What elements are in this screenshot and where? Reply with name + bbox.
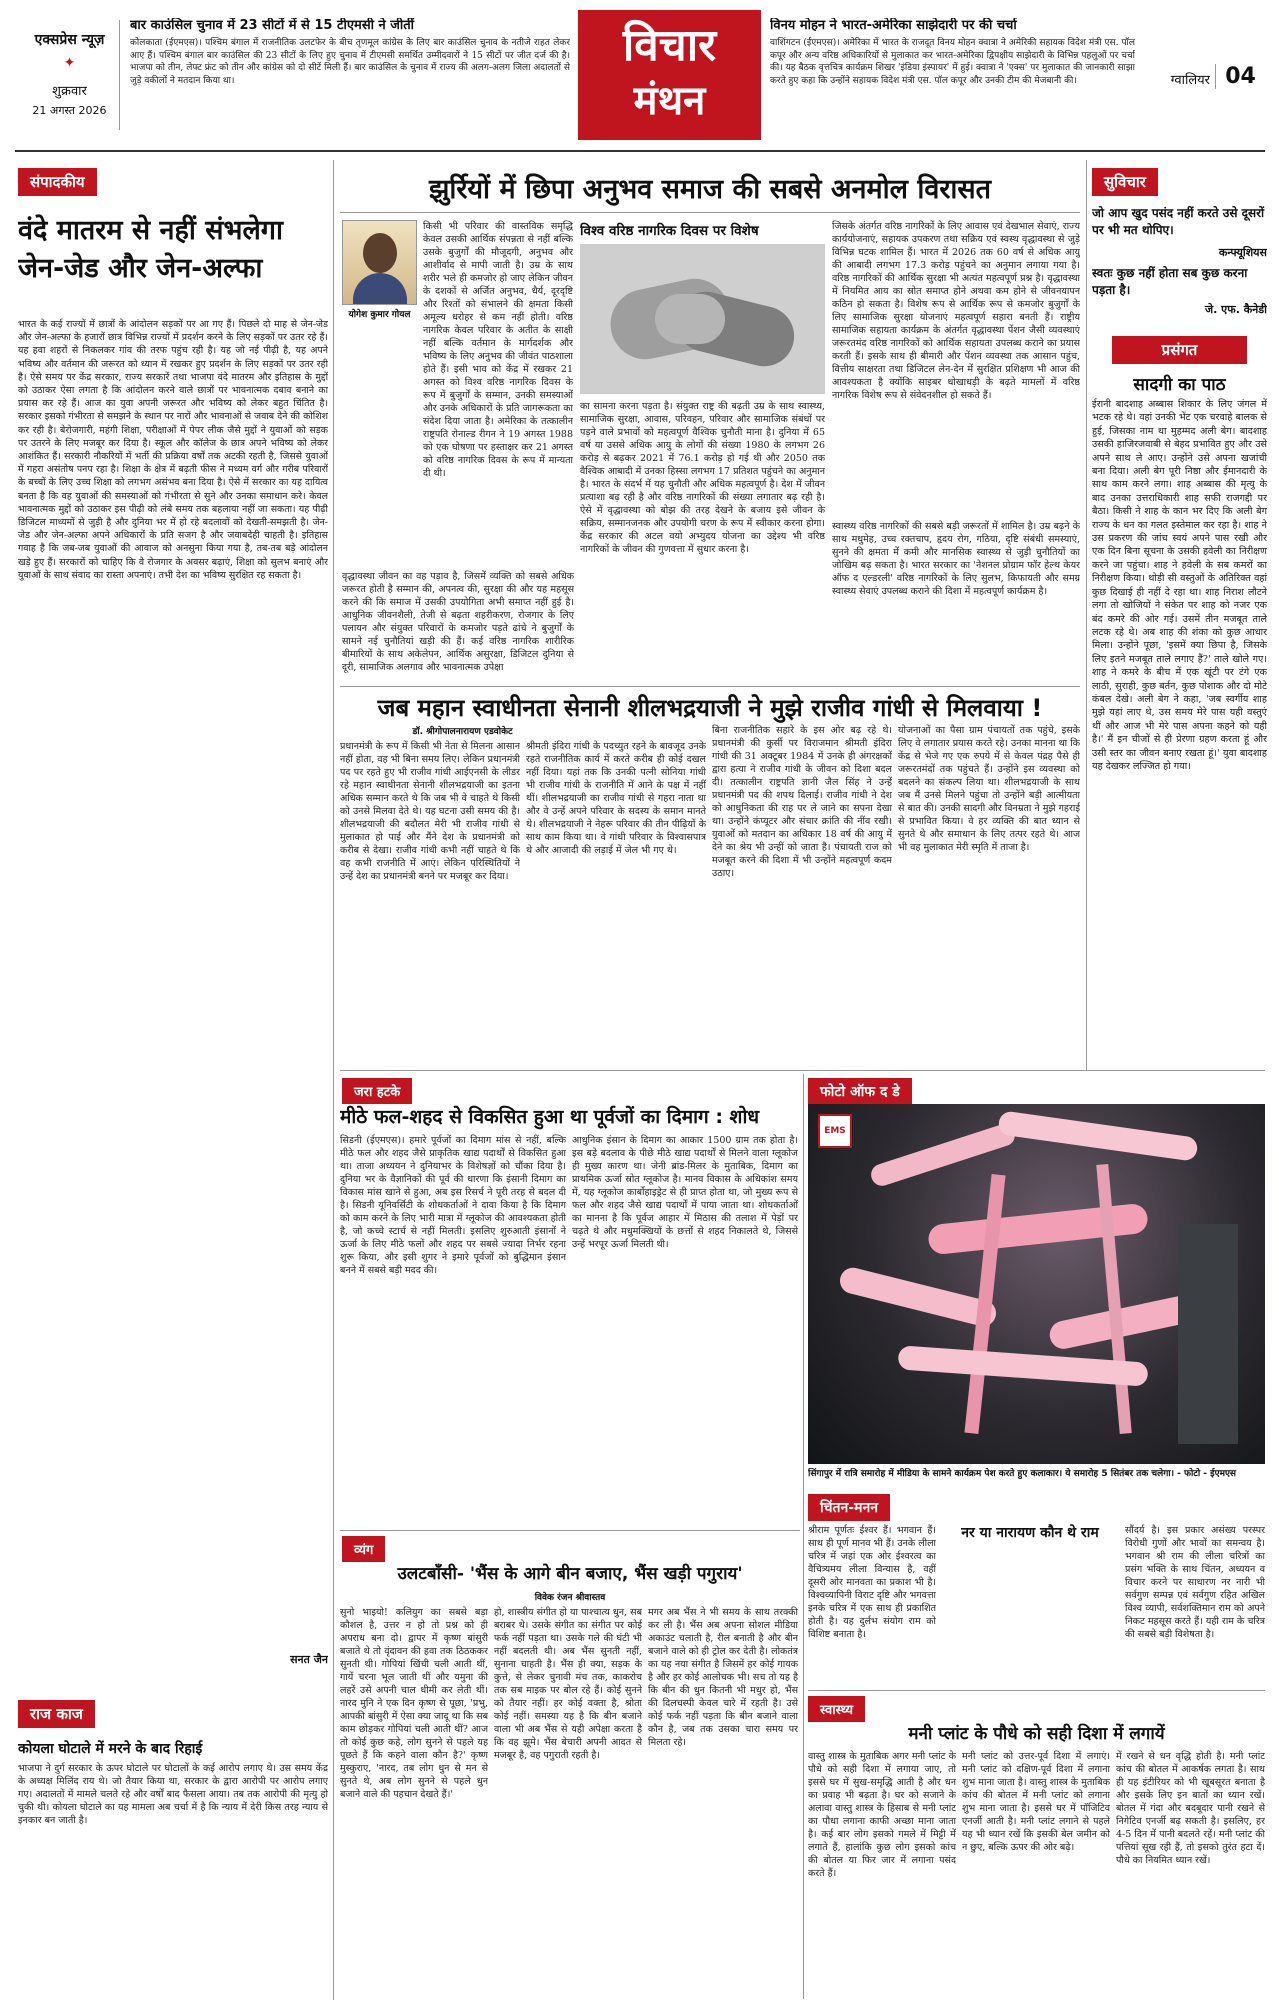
editorial-tag: संपादकीय [18, 168, 97, 196]
chintan-tag: चिंतन-मनन [808, 1494, 890, 1521]
vyang-col1: सुनो भाइयो! कलियुग का सबसे बड़ा कौशल है, उत्तर न हो तो प्रश्न को ही अपराध बना दो। द्वापर में कृष्ण बांसुरी बजाते थे तो वृंदावन की हवा तक ठिठककर सुनती थी। गोपियां खिंची चली आती थीं, गायें चरना भूल जाती थीं और यमुना की लहरें उसे अपनी चाल धीमी कर लेती थीं। नारद मुनि ने एक दिन कृष्ण से पूछा, 'प्रभु, आपकी बांसुरी में ऐसा क्या जादू था कि सब काम छोड़कर गोपियां चली आती थीं? आज तो कोई कुछ कहे, लोग सुनने से पहले यह पूछते हैं कि कहने वाला कौन है?' कृष्ण मुस्कुराए, 'नारद, तब लोग धुन से मन से सुनते थे, अब लोग सुनने से पहले धुन बजाने वाले की पहचान देखते हैं।' [340, 1607, 488, 1800]
masthead [0, 0, 1279, 150]
issue-day: शुक्रवार [52, 84, 87, 99]
main-article-kicker: विश्व वरिष्ठ नागरिक दिवस पर विशेष [580, 223, 759, 239]
right-brief [770, 18, 1135, 138]
suvichar-quote-1: जो आप खुद पसंद नहीं करते उसे दूसरों पर भी मत थोपिए। [1092, 206, 1265, 237]
photo-watermark-badge [818, 1114, 852, 1148]
main-article-bottom-rule [340, 686, 1080, 687]
rajkaj-headline: कोयला घोटाले में मरने के बाद रिहाई [18, 1741, 203, 1757]
section-title-box [578, 10, 761, 140]
author-avatar-icon [363, 233, 397, 273]
interview-col3: बिना राजनीतिक सहारे के इस ओर बढ़ रहे थे। प्रधानमंत्री की कुर्सी पर विराजमान श्रीमती इंदिरा गांधी की 31 अक्टूबर 1984 में उनके ही अंगरक्षकों द्वारा हत्या ने राजीव गांधी के जीवन को दिशा बदल दी। तत्कालीन राष्ट्रपति ज्ञानी जैल सिंह ने उन्हें प्रधानमंत्री पद की शपथ दिलाई। राजीव गांधी ने देश को आधुनिकता की राह पर ले जाने का सपना देखा था। उन्होंने कंप्यूटर और संचार क्रांति की नींव रखी। युवाओं को मतदान का अधिकार 18 वर्ष की आयु में देने का श्रेय भी उन्हीं को जाता है। पंचायती राज को मजबूत करने की दिशा में भी उन्होंने महत्वपूर्ण कदम उठाए। [712, 725, 892, 879]
chintan-col1: श्रीराम पूर्णतः ईश्वर हैं। भगवान हैं। साथ ही पूर्ण मानव भी हैं। उनके लीला चरित्र में जहां एक ओर ईश्वरत्व का वैचित्र्यमय लीला विन्यास है, वहीं दूसरी ओर मानवता का प्रकाश भी है। विश्वव्यापिनी विराट दृष्टि और भगवत्ता इनके चरित्र में एक साथ ही प्रकाशित होती है। यह दुर्लभ संयोग राम को विशिष्ट बनाता है। [808, 1525, 936, 1640]
vyang-col2: हो, शास्त्रीय संगीत हो या पाश्चात्य धुन, सब बराबर थे। उसके संगीत का संगीत पर कोई फर्क नहीं पड़ता था। उसके गले की घंटी भी नहीं बदलती थी। अब भैंस सुनती नहीं, सुनाना चाहती है। भैंस ही क्या, सड़क के कुत्ते, से लेकर चुनावी मंच तक, काकरोच तक सब माइक पर बोल रहे हैं। कोई सुनने को तैयार नहीं। हर कोई वक्ता है, श्रोता कोई नहीं। समस्या यह है कि बीन बजाने वाला भी अब भैंस से यही अपेक्षा करता है कि वह झूमे। भैंस बेचारी अपनी आदत से मजबूर है, वह पगुराती रहती है। [494, 1607, 642, 1761]
interview-bottom-rule [340, 1070, 1265, 1071]
interview-col1: प्रधानमंत्री के रूप में किसी भी नेता से मिलना आसान नहीं होता, वह भी बिना समय लिए। लेकिन प्रधानमंत्री पद पर रहते हुए भी राजीव गांधी आईएनसी के लीडर रहे महान स्वाधीनता सेनानी शीलभद्रयाजी का इतना अधिक सम्मान करते थे कि जब भी वे चाहते थे किसी को उनसे मिलवा देते थे। यह घटना उसी समय की है। शीलभद्रयाजी की बदौलत मेरी भी राजीव गांधी से मुलाकात हो पाई और मैंने देश के प्रधानमंत्री को करीब से देखा। राजीव गांधी कभी नहीं चाहते थे कि वह कभी राजनीति में आएं। लेकिन परिस्थितियों ने उन्हें देश का प्रधानमंत्री बनने पर मजबूर कर दिया। [340, 741, 520, 882]
prasangvash-tag: प्रसंगत [1112, 336, 1247, 364]
section-title-top: विचार [622, 20, 717, 71]
brand-box [20, 20, 120, 130]
swasthya-col2: मनी प्लांट को उत्तर-पूर्व दिशा में लगाएं। मनी प्लांट को दक्षिण-पूर्व दिशा में लगाना शुभ माना जाता है। वास्तु शास्त्र के मुताबिक कांच की बोतल में मनी प्लांट को लगाना शुभ माना जाता है। इससे घर में पॉजिटिव एनर्जी आती है। मनी प्लांट लगाने से पहले यह भी ध्यान रखें कि इसकी बेल जमीन को न छुए, बल्कि ऊपर की ओर बढ़े। [962, 1751, 1110, 1853]
left-brief-body: कोलकाता (ईएमएस)। पश्चिम बंगाल में राजनीतिक उलटफेर के बीच तृणमूल कांग्रेस के लिए बार काउंसिल चुनाव के नतीजे राहत लेकर आए हैं। पश्चिम बंगाल बार काउंसिल की 23 सीटों के लिए हुए चुनाव में टीएमसी समर्थित उम्मीदवारों ने 15 सीटों पर जीत दर्ज की है। भाजपा को तीन, लेफ्ट फ्रंट को तीन और कांग्रेस को दो सीटें मिली हैं। बार काउंसिल के चुनाव में राज्य की अलग-अलग जिला अदालतों से जुड़े वकीलों ने मतदान किया था। [130, 38, 570, 86]
main-article-col3: का सामना करना पड़ता है। संयुक्त राष्ट्र की बढ़ती उम्र के साथ स्वास्थ्य, सामाजिक सुरक्षा, आवास, परिवहन, परिवार और सामाजिक संबंधों पर पड़ने वाले प्रभावों को महत्वपूर्ण वैश्विक चुनौती माना है। दुनिया में 65 वर्ष या उससे अधिक आयु के लोगों की संख्या 1980 के लगभग 26 करोड़ से बढ़कर 2021 में 76.1 करोड़ हो गई थी और 2050 तक वैश्विक आबादी में उनका हिस्सा लगभग 17 प्रतिशत पहुंचने का अनुमान है। भारत के संदर्भ में यह चुनौती और अधिक महत्वपूर्ण है। देश में जीवन प्रत्याशा बढ़ रही है और वरिष्ठ नागरिकों की संख्या लगातार बढ़ रही है। ऐसे में वृद्धावस्था को बोझ की तरह देखने के बजाय इसे जीवन के सक्रिय, सम्मानजनक और उपयोगी चरण के रूप में स्वीकार करना होगा। केंद्र सरकार की अटल वयो अभ्युदय योजना का उद्देश्य भी वरिष्ठ नागरिकों के जीवन की गुणवत्ता में सुधार करना है। [580, 401, 825, 555]
interview-headline: जब महान स्वाधीनता सेनानी शीलभद्रयाजी ने मुझे राजीव गांधी से मिलवाया ! [377, 694, 1043, 722]
suvichar-author-1: कन्फ्यूशियस [1218, 246, 1267, 259]
vyang-byline: विवेक रंजन श्रीवास्तव [534, 1593, 606, 1603]
vyang-tag: व्यंग [342, 1536, 385, 1562]
swasthya-top-rule [808, 1690, 1265, 1691]
chintan-col2: सौंदर्य है। इस प्रकार असंख्य परस्पर विरोधी गुणों और भावों का समन्वय है। भगवान श्री राम की लीला चरित्रों का प्रसंग भक्ति के साथ चिंतन, अध्ययन व विचार करने पर साधारण नर नारी भी सर्वगुण सम्पन्न एवं सर्वगुण रहित अखिल विश्व व्यापी, सर्वशक्तिमान राम को अपने निकट महसूस करते हैं। यही राम के चरित्र की सबसे बड़ी विशेषता है। [1125, 1525, 1265, 1640]
research-col1: सिडनी (ईएमएस)। हमारे पूर्वजों का दिमाग मांस से नहीं, बल्कि मीठे फल और शहद जैसे प्राकृतिक खाद्य पदार्थों से विकसित हुआ था। ताजा अध्ययन ने दुनियाभर के विशेषज्ञों को चौंका दिया है। दुनिया भर के वैज्ञानिकों की पूर्व की धारणा कि इंसानी दिमाग का विकास मांस खाने से हुआ, अब इस रिसर्च ने पूरी तरह से बदल दी है। सिडनी यूनिवर्सिटी के शोधकर्ताओं ने दावा किया है कि दिमाग को काम करने के लिए भारी मात्रा में ग्लूकोज की आवश्यकता होती है, जो कच्चे स्टार्च से नहीं मिलती। इसलिए शुरुआती इंसानों ने ऊर्जा के लिए मीठे फलों और शहद पर सबसे ज्यादा निर्भर रहना शुरू किया, और इसी शुगर ने इमारे पूर्वजों को बुद्धिमान इंसान बनने में सबसे बड़ी मदद की। [340, 1135, 566, 1276]
chintan-headline: नर या नारायण कौन थे राम [961, 1525, 1099, 1541]
main-article-col1: किसी भी परिवार की वास्तविक समृद्धि केवल उसकी आर्थिक संपन्नता से नहीं बल्कि उसके बुजुर्गों की मौजूदगी, अनुभव और आशीर्वाद से मापी जाती है। उम्र के साथ शरीर भले ही कमजोर हो जाए लेकिन जीवन के दशकों से अर्जित अनुभव, धैर्य, दूरदृष्टि और रिश्तों को संभालने की क्षमता किसी अमूल्य धरोहर से कम नहीं होती। वरिष्ठ नागरिक केवल परिवार के अतीत के साक्षी नहीं बल्कि वर्तमान के मार्गदर्शक और भविष्य के लिए अनुभव की जीवंत पाठशाला होते हैं। इसी भाव को केंद्र में रखकर 21 अगस्त को विश्व वरिष्ठ नागरिक दिवस के रूप में बुजुर्गों के सम्मान, उनकी समस्याओं और उनके अधिकारों के प्रति जागरूकता का संदेश दिया जाता है। अमेरिका के तत्कालीन राष्ट्रपति रोनाल्ड रीगन ने 19 अगस्त 1988 को एक घोषणा पर हस्ताक्षर कर 21 अगस्त को वरिष्ठ नागरिक दिवस के रूप में मान्यता दी थी। [423, 221, 573, 479]
main-article-col2: वृद्धावस्था जीवन का वह पड़ाव है, जिसमें व्यक्ति को सबसे अधिक जरूरत होती है सम्मान की, अपनत्व की, सुरक्षा की और यह महसूस करने की कि समाज में उसकी उपयोगिता अभी समाप्त नहीं हुई है। आधुनिक जीवनशैली, तेजी से बढ़ता शहरीकरण, रोजगार के लिए पलायन और संयुक्त परिवारों के कमजोर पड़ते ढांचे ने बुजुर्गों के सामने नई चुनौतियां खड़ी की हैं। कई वरिष्ठ नागरिक शारीरिक बीमारियों के साथ अकेलेपन, आर्थिक असुरक्षा, डिजिटल दुनिया से दूरी, सामाजिक अलगाव और भावनात्मक उपेक्षा [342, 571, 574, 673]
interview-col2: श्रीमती इंदिरा गांधी के पदच्युत रहने के बावजूद उनके रहते राजनीतिक कार्य में करते करीब ही कोई दखल नहीं दिया। यहां तक कि उनकी पत्नी सोनिया गांधी भी राजीव गांधी के राजनीति में आने के पक्ष में नहीं थीं। शीलभद्रयाजी का राजीव गांधी से गहरा नाता था और वे उन्हें अपने परिवार के सदस्य के समान मानते थे। शीलभद्रयाजी ने नेहरू परिवार की तीन पीढ़ियों के साथ काम किया था। वे गांधी परिवार के विश्वासपात्र थे और आजादी की लड़ाई में जेल भी गए थे। [526, 741, 706, 856]
photo-of-day-image [808, 1104, 1265, 1464]
research-headline: मीठे फल-शहद से विकसित हुआ था पूर्वजों का दिमाग : शोध [340, 1106, 760, 1128]
main-headline-underline [340, 212, 1080, 213]
right-brief-body: वाशिंगटन (ईएमएस)। अमेरिका में भारत के राजदूत विनय मोहन क्वात्रा ने अमेरिकी सहायक विदेश मंत्री एस. पॉल कपूर और अन्य वरिष्ठ अधिकारियों से मुलाकात कर भारत-अमेरिका द्विपक्षीय साझेदारी के विभिन्न पहलुओं पर चर्चा की। यह बैठक वृत्तचित्र कार्यक्रम शिखर 'इंडिया इंस्पायर' में हुई। क्वात्रा ने 'एक्स' पर मुलाकात की जानकारी साझा करते हुए कहा कि उन्होंने सहायक विदेश मंत्री एस. पॉल कपूर और उनकी टीम की मेजबानी की। [770, 38, 1135, 86]
main-article-headline: झुर्रियों में छिपा अनुभव समाज की सबसे अनमोल विरासत [428, 174, 992, 205]
swasthya-col1: वास्तु शास्त्र के मुताबिक अगर मनी प्लांट के पौधे को सही दिशा में लगाया जाए, तो इससे घर में सुख-समृद्धि आती है और धन का प्रवाह भी बढ़ता है। घर को सजाने के अलावा वास्तु शास्त्र के हिसाब से मनी प्लांट का पौधा लगाना काफी अच्छा माना जाता है। कई बार लोग इसको गमले में मिट्टी में लगाते हैं, हालांकि कुछ लोग इसको कांच की बोतल या फिर जार में लगाना पसंद करते हैं। [808, 1751, 956, 1879]
right-brief-title: विनय मोहन ने भारत-अमेरिका साझेदारी पर की चर्चा [770, 18, 1017, 33]
suvichar-author-2: जे. एफ. कैनेडी [1204, 303, 1267, 316]
page-number: 04 [1215, 64, 1265, 89]
research-col2: आधुनिक इंसान के दिमाग का आकार 1500 ग्राम तक होता है। इस बड़े बदलाव के पीछे मीठे खाद्य पदार्थों से मिलने वाला ग्लूकोज ही मुख्य कारण था। जेनी ब्रांड-मिलर के मुताबिक, दिमाग का प्राथमिक ऊर्जा स्रोत ग्लूकोज है। मानव विकास के अधिकांश समय में, यह ग्लूकोज कार्बोहाइड्रेट से ही प्राप्त होता था, जो मुख्य रूप से फल और शहद जैसे खाद्य पदार्थों में पाया जाता था। शोधकर्ताओं का मानना है कि पूर्वज आहार में मिठास की तलाश में पेड़ों पर चढ़ते थे और मधुमक्खियों के छत्तों से शहद निकालते थे, जिससे उन्हें भरपूर ऊर्जा मिलती थी। [572, 1135, 798, 1250]
swasthya-tag: स्वास्थ्य [808, 1696, 865, 1722]
photo-of-day-caption: सिंगापुर में रात्रि समारोह में मीडिया के सामने कार्यक्रम पेश करते हुए कलाकार। ये समारोह 5 सितंबर तक चलेगा। - फोटो - ईएमएस [808, 1469, 1237, 1479]
interview-col4: योजनाओं का पैसा ग्राम पंचायतों तक पहुंचे, इसके लिए वे लगातार प्रयास करते रहे। उनका मानना था कि केंद्र से भेजे गए एक रुपये में से केवल पंद्रह पैसे ही जरूरतमंदों तक पहुंचते हैं। उन्होंने इस व्यवस्था को बदलने का संकल्प लिया था। शीलभद्रयाजी के साथ जब मैं उनसे मिलने पहुंचा तो उन्होंने बड़ी आत्मीयता से बात की। उनकी सादगी और विनम्रता ने मुझे गहराई से प्रभावित किया। वे हर व्यक्ति की बात ध्यान से सुनते थे और समाधान के लिए तत्पर रहते थे। आज भी वह मुलाकात मेरी स्मृति में ताजा है। [898, 725, 1080, 853]
author-photo [342, 220, 417, 305]
left-brief-title: बार काउंसिल चुनाव में 23 सीटों में से 15 टीएमसी ने जीतीं [130, 18, 415, 33]
left-brief [130, 18, 570, 138]
suvichar-tag: सुविचार [1092, 168, 1158, 196]
brand-name: एक्सप्रेस न्यूज़ [34, 32, 105, 48]
vyang-headline: उलटबाँसी- 'भैंस के आगे बीन बजाए, भैंस खड़ी पगुराय' [397, 1564, 743, 1584]
rajkaj-body: भाजपा ने दुर्ग सरकार के ऊपर घोटाले पर घोटालों के कई आरोप लगाए थे। उस समय केंद्र के अध्यक्ष मिलिंद राय थे। जो तैयार किया था, सरकार के द्वारा आरोपी पर आरोप लगाए गए। अदालतों में मामले चलते रहे और वर्षों बाद फैसला आया। तब तक आरोपी की मृत्यु हो चुकी थी। कोयला घोटाले का यह मामला अब चर्चा में है कि न्याय में देरी किस तरह न्याय से इनकार बन जाती है। [18, 1763, 328, 1826]
suvichar-quote-2: स्वतः कुछ नहीं होता सब कुछ करना पड़ता है। [1092, 266, 1248, 297]
photo-column-divider [803, 1074, 804, 1999]
left-column-divider [333, 160, 334, 2000]
editorial-author: सनत जैन [290, 1653, 328, 1666]
issue-date: 21 अगस्त 2026 [32, 104, 107, 117]
elderly-hands-photo [580, 244, 825, 394]
brand-ornament-icon: ✦ [63, 55, 76, 71]
vyang-top-rule [340, 1530, 800, 1531]
swasthya-col3: में रखने से धन वृद्धि होती है। मनी प्लांट कांच की बोतल में आकर्षक लगता है। साथ ही यह इंटीरियर को भी खूबसूरत बनाता है और इसके लिए इन बातों का ध्यान रखें। बोतल में गंदा और बदबूदार पानी रखने से निगेटिव एनर्जी बढ़ सकती है। इसलिए, हर 4-5 दिन में पानी बदलते रहें। मनी प्लांट की पत्तियां सूख रही हैं, तो इसको तुरंत हटा दें। पौधे का नियमित ध्यान रखें। [1116, 1751, 1265, 1866]
section-title-bottom: मंथन [633, 78, 706, 124]
author-name: योगेश कुमार गोयल [348, 310, 411, 320]
research-tag: जरा हटके [342, 1078, 412, 1104]
masthead-divider [15, 150, 1265, 152]
right-column-divider [1086, 160, 1087, 1070]
main-article-col5: स्वास्थ्य वरिष्ठ नागरिकों की सबसे बड़ी जरूरतों में शामिल है। उम्र बढ़ने के साथ मधुमेह, उच्च रक्तचाप, हृदय रोग, गठिया, दृष्टि संबंधी समस्याएं, सुनने की क्षमता में कमी और मानसिक स्वास्थ्य से जुड़ी चुनौतियों का जोखिम बढ़ सकता है। भारत सरकार का 'नेशनल प्रोग्राम फॉर हेल्थ केयर ऑफ द एल्डरली' वरिष्ठ नागरिकों के लिए सुलभ, किफायती और समग्र स्वास्थ्य सेवाएं उपलब्ध कराने की दिशा में महत्वपूर्ण कार्यक्रम है। [832, 521, 1080, 597]
prasangvash-body: ईरानी बादशाह अब्बास शिकार के लिए जंगल में भटक रहे थे। वहां उनकी भेंट एक चरवाहे बालक से हुई, जिसका नाम था मुहम्मद अली बेग। बादशाह उसकी हाजिरजवाबी से बेहद प्रभावित हुए और उसे अपने साथ ले आए। उन्होंने उसे अपना खजांची बना दिया। अली बेग पूरी निष्ठा और ईमानदारी के साथ काम करने लगा। शाह अब्बास की मृत्यु के बाद उनका उत्तराधिकारी शाह सफी राजगद्दी पर बैठा। किसी ने शाह के कान भर दिए कि अली बेग राज्य के धन का गलत इस्तेमाल कर रहा है। शाह ने उस प्रकरण की जांच स्वयं अपने पास रखी और एक दिन बिना सूचना के उसकी हवेली का निरीक्षण करने जा पहुंचा। शाह ने हवेली के सब कमरों का निरीक्षण किया। थोड़ी सी वस्तुओं के अतिरिक्त वहां कुछ दिखाई ही नहीं दे रहा था। शाह निराश लौटने लगा तो खोजियों ने संकेत पर शाह को नजर एक बंद कमरे की ओर गई। उसमें तीन मजबूत ताले लटक रहे थे। अब शाह की शंका को कुछ आधार मिला। उन्होंने पूछा, 'इसमें क्या छिपा है, जिसके लिए इतने मजबूत ताले लगाए हैं?' ताले खोले गए। शाह ने कमरे के बीच में एक खूंटी पर टंगे एक लाठी, सुराही, कुछ बर्तन, कुछ पोशाक और दो मोटे कंबल देखे। अली बेग ने कहा, 'जब स्वर्गीय शाह मुझे यहां लाए थे, उस समय मेरे पास यही वस्तुएं थीं और आज भी मेरे पास अपना कहने को यही है।' मैं इन चीजों से ही प्रेरणा ग्रहण करता हूं और उसी स्तर का जीवन बनाए रखता हूं।' युवा बादशाह यह देखकर लज्जित हो गया। [1092, 399, 1267, 772]
interview-byline: डॉ. श्रीगोपालनारायण एडवोकेट [412, 727, 513, 737]
city-label: ग्वालियर [1170, 73, 1210, 88]
photo-of-day-tag: फोटो ऑफ द डे [808, 1078, 912, 1105]
editorial-body: भारत के कई राज्यों में छात्रों के आंदोलन सड़कों पर आ गए हैं। पिछले दो माह से जेन-जेड और जेन-अल्फा के हजारों छात्र विभिन्न राज्यों में प्रदर्शन करने के लिए सड़कों पर उतर रहे हैं। यह हवा शहरों से निकलकर गांव की तरफ पहुंच रही है। यह जो नई पीढ़ी है, यह अपने भविष्य और वर्तमान की जरूरत को ध्यान में रखकर हुए प्रदर्शन के लिए सड़कों पर उतर रही है। ऐसे समय पर केंद्र सरकार, राज्य सरकारें तथा भाजपा वंदे मातरम और इतिहास के मुद्दों को उठाकर ऐसा लगता है कि आंदोलन करने वाले छात्रों पर भावनात्मक दबाव बनाने का प्रयास कर रहे हैं। आज का युवा अपनी जरूरत और भविष्य को लेकर बहुत चिंतित है। सरकार इसको गंभीरता से समझने के स्थान पर नारों और भावनाओं से जवाब देने की कोशिश कर रही है। बेरोजगारी, महंगी शिक्षा, परीक्षाओं में पेपर लीक जैसे मुद्दों ने युवाओं को सड़क पर उतरने के लिए मजबूर कर दिया है। स्कूल और कॉलेज के छात्र अपने भविष्य को लेकर आशंकित हैं। सरकारी नौकरियों में भर्ती की प्रक्रिया वर्षों तक अटकी रहती है, जिससे युवाओं में गहरा असंतोष पनप रहा है। शिक्षा के क्षेत्र में बढ़ती फीस ने मध्यम वर्ग और गरीब परिवारों के बच्चों के लिए उच्च शिक्षा को लगभग असंभव बना दिया है। ऐसे में सरकार का यह दायित्व बनता है कि वह युवाओं की समस्याओं को गंभीरता से सुने और उनका समाधान करे। केवल भावनात्मक मुद्दों को उठाकर इस पीढ़ी को लंबे समय तक बहलाया नहीं जा सकता। यह पीढ़ी डिजिटल माध्यमों से जुड़ी है और दुनिया भर में हो रहे बदलावों को देखती-समझती है। जेन-जेड और जेन-अल्फा अपने अधिकारों के प्रति सजग है और जवाबदेही चाहती है। इतिहास गवाह है कि जब-जब युवाओं की आवाज को अनसुना किया गया है, तब-तब बड़े आंदोलन खड़े हुए हैं। सरकारों को चाहिए कि वे रोजगार के अवसर बढ़ाएं, शिक्षा को सुलभ बनाएं और युवाओं के साथ संवाद का रास्ता अपनाएं। तभी देश का भविष्य सुरक्षित रह सकता है। [18, 319, 328, 581]
swasthya-headline: मनी प्लांट के पौधे को सही दिशा में लगायें [908, 1724, 1165, 1744]
rajkaj-tag: राज काज [18, 1700, 95, 1728]
editorial-headline: वंदे मातरम से नहीं संभलेगा जेन-जेड और जेन-अल्फा [18, 215, 283, 284]
prasangvash-headline: सादगी का पाठ [1133, 375, 1226, 395]
vyang-col3: मगर अब भैंस ने भी समय के साथ तरक्की कर ली है। भैंस अब अपना सोशल मीडिया अकाउंट चलाती है, रील बनाती है और बीन बजाने वाले को ही ट्रोल कर देती है। लोकतंत्र का यह नया संगीत है जिसमें हर कोई गायक है और हर कोई आलोचक भी। सच तो यह है कि बीन की धुन कितनी भी मधुर हो, भैंस की दिलचस्पी केवल चारे में रहती है। उसे कोई फर्क नहीं पड़ता कि बीन बजाने वाला कौन है, जब तक उसका चारा समय पर मिलता रहे। [648, 1607, 798, 1748]
photo-watermark: EMS [824, 1126, 846, 1136]
main-article-col4: जिसके अंतर्गत वरिष्ठ नागरिकों के लिए आवास एवं देखभाल सेवाएं, राज्य कार्ययोजनाएं, सहायक उपकरण तथा सक्रिय एवं स्वस्थ वृद्धावस्था से जुड़े विभिन्न घटक शामिल हैं। भारत में 2026 तक 60 वर्ष से अधिक आयु की आबादी लगभग 17.3 करोड़ पहुंचने का अनुमान लगाया गया है। वरिष्ठ नागरिकों की आर्थिक सुरक्षा भी अत्यंत महत्वपूर्ण प्रश्न है। वृद्धावस्था में नियमित आय का स्रोत समाप्त होने अथवा कम होने से जीवनयापन कठिन हो सकता है। विशेष रूप से आर्थिक रूप से कमजोर बुजुर्गों के लिए सामाजिक सुरक्षा योजनाएं महत्वपूर्ण सहारा बनती हैं। राष्ट्रीय सामाजिक सहायता कार्यक्रम के अंतर्गत वृद्धावस्था पेंशन जैसी व्यवस्थाएं जरूरतमंद वरिष्ठ नागरिकों को आर्थिक सहायता उपलब्ध कराने का प्रयास करती हैं। इसके साथ ही बीमारी और पेंशन व्यवस्था तक आसान पहुंच, वित्तीय साक्षरता तथा डिजिटल लेन-देन में सुरक्षित प्रशिक्षण भी आज की आवश्यकता है क्योंकि साइबर धोखाधड़ी के बढ़ते मामलों में वरिष्ठ नागरिक विशेष रूप से संवेदनशील हो सकते हैं। [832, 221, 1080, 401]
